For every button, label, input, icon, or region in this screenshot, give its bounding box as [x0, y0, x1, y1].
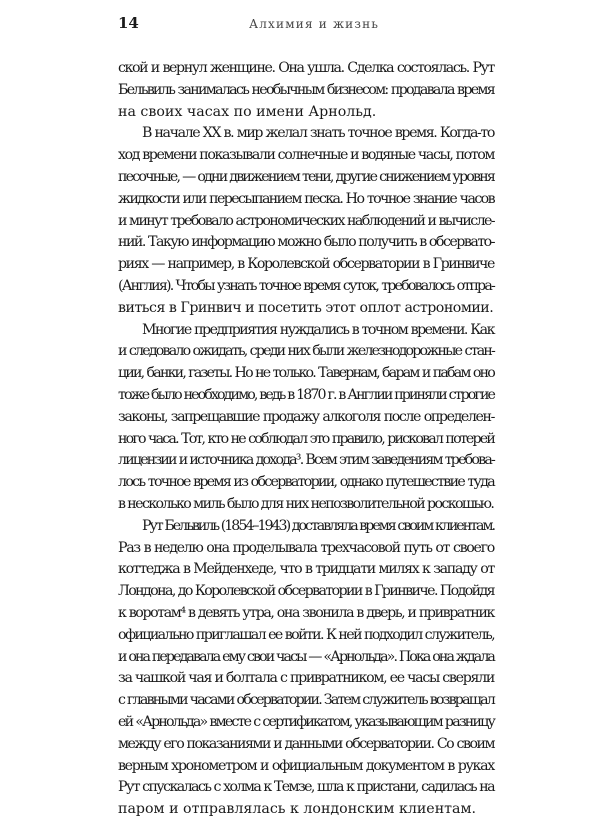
- text-line: песочные, — одни движением тени, другие снижением уровня: [118, 168, 494, 185]
- text-line: и она передавала ему свои часы — «Арнольда». Пока она ждала: [118, 648, 494, 665]
- text-line: Лондона, до Королевской обсерватории в Гринвиче. Подойдя: [118, 583, 494, 600]
- text-line: и следовало ожидать, среди них были железнодорожные стан-: [118, 343, 494, 360]
- text-line: Рут Бельвиль (1854–1943) доставляла время своим клиентам.: [142, 517, 494, 534]
- text-line: законы, запрещавшие продажу алкоголя после определен-: [118, 408, 494, 425]
- text-line: верным хронометром и официальным документом в руках: [118, 757, 494, 774]
- paragraph: [118, 516, 494, 821]
- text-line: паром и отправлялась к лондонским клиентам.: [118, 801, 477, 818]
- page-number: 14: [118, 14, 139, 32]
- text-line: ции, банки, газеты. Но не только. Тавернам, барам и пабам оно: [118, 365, 494, 382]
- text-line: на своих часах по имени Арнольд.: [118, 103, 377, 120]
- text-line: между его показаниями и данными обсерватории. Со своим: [118, 735, 494, 752]
- running-header-title: Алхимия и жизнь: [248, 17, 380, 31]
- text-line: Многие предприятия нуждались в точном времени. Как: [142, 321, 494, 338]
- text-line: (Англия). Чтобы узнать точное время суток, требовалось отпра-: [118, 277, 494, 294]
- text-line: в несколько миль было для них непозволительной роскошью.: [118, 495, 494, 512]
- text-line: ного часа. Тот, кто не соблюдал это правило, рисковал потерей: [118, 430, 494, 447]
- body-text: [118, 58, 494, 821]
- text-line: Бельвиль занималась необычным бизнесом: продавала время: [118, 81, 494, 98]
- paragraph: [118, 58, 494, 123]
- paragraph: [118, 123, 494, 319]
- text-line: ей «Арнольда» вместе с сертификатом, указывающим разницу: [118, 713, 494, 730]
- text-line: тоже было необходимо, ведь в 1870 г. в Англии приняли строгие: [118, 386, 494, 403]
- text-line: риях — например, в Королевской обсерватории в Гринвиче: [118, 256, 494, 273]
- text-line: и минут требовало астрономических наблюдений и вычисле-: [118, 212, 494, 229]
- text-line: коттеджа в Мейденхеде, что в тридцати милях к западу от: [118, 561, 494, 578]
- text-line: жидкости или пересыпанием песка. Но точное знание часов: [118, 190, 494, 207]
- text-line: с главными часами обсерватории. Затем служитель возвращал: [118, 692, 494, 709]
- text-line: виться в Гринвич и посетить этот оплот астрономии.: [118, 299, 494, 316]
- text-line: лицензии и источника дохода³. Всем этим заведениям требова-: [118, 452, 494, 469]
- text-line: Рут спускалась с холма к Темзе, шла к пристани, садилась на: [118, 779, 494, 796]
- text-line: ской и вернул женщине. Она ушла. Сделка состоялась. Рут: [118, 60, 494, 76]
- text-line: к воротам⁴ в девять утра, она звонила в дверь, и привратник: [118, 604, 494, 621]
- text-line: Раз в неделю она проделывала трехчасовой путь от своего: [118, 539, 494, 556]
- text-line: официально приглашал ее войти. К ней подходил служитель,: [118, 626, 494, 643]
- paragraph: [118, 320, 494, 516]
- text-line: за чашкой чая и болтала с привратником, ее часы сверяли: [118, 670, 494, 687]
- text-line: В начале XX в. мир желал знать точное время. Когда-то: [142, 125, 494, 142]
- text-line: лось точное время из обсерватории, однако путешествие туда: [118, 474, 494, 491]
- text-line: ход времени показывали солнечные и водяные часы, потом: [118, 147, 495, 164]
- text-line: ний. Такую информацию можно было получить в обсервато-: [118, 234, 494, 251]
